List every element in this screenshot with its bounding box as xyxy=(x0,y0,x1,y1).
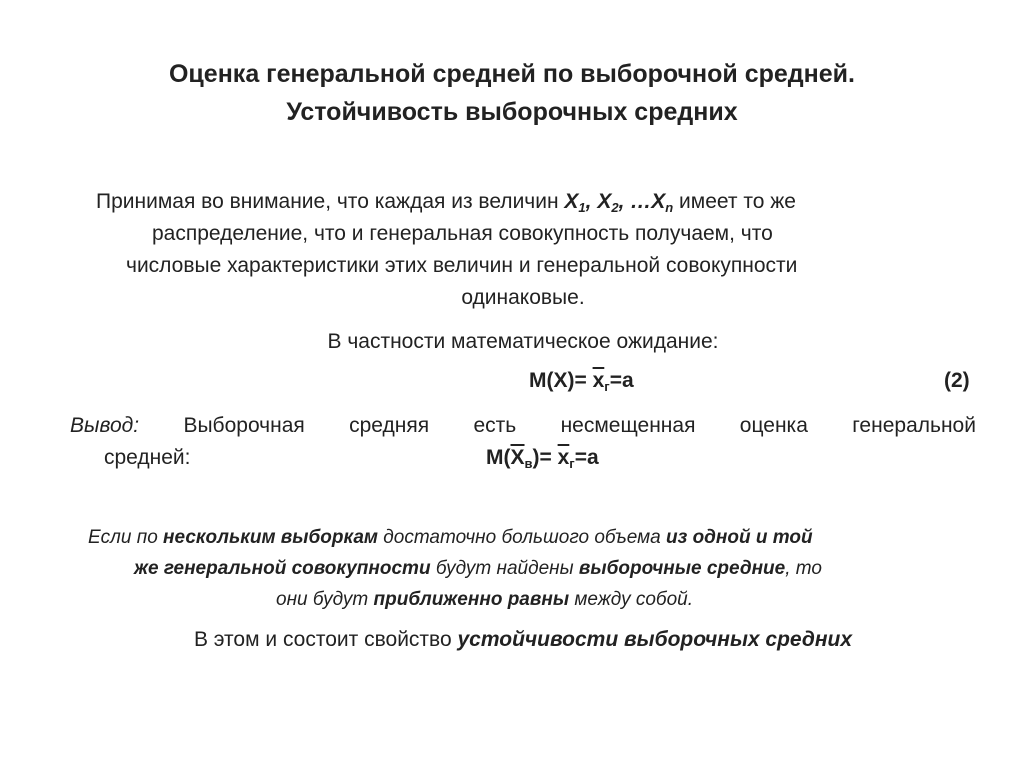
title-line-1: Оценка генеральной средней по выборочной средней. xyxy=(168,60,855,88)
stability-text: Если по xyxy=(88,527,164,548)
ceq-post: =a xyxy=(574,446,599,469)
stability-emph: выборочные средние xyxy=(578,558,786,579)
stability-text: между собой. xyxy=(569,589,694,610)
stability-line-3 xyxy=(70,584,976,615)
var-x1-sub: 1 xyxy=(578,200,586,215)
paragraph-summary xyxy=(70,624,976,656)
summary-emph: устойчивости выборочных средних xyxy=(457,628,853,651)
stability-text: будут найдены xyxy=(430,558,579,579)
conclusion-word: есть xyxy=(473,414,517,437)
var-x2-sub: 2 xyxy=(611,200,619,215)
conclusion-word: Выборочная xyxy=(183,414,305,437)
stability-emph: же генеральной совокупности xyxy=(134,558,431,579)
stability-line-1 xyxy=(70,522,976,553)
conclusion-text-end: средней: xyxy=(104,446,191,469)
eq2-lhs: M(X)= xyxy=(529,369,593,392)
ceq-pre: M( xyxy=(486,446,511,469)
stability-line-2 xyxy=(70,553,976,584)
var-xn: X xyxy=(651,190,666,213)
stability-emph: нескольким выборкам xyxy=(163,527,378,548)
eq2-x-sub: г xyxy=(604,379,610,394)
intro-line-4: одинаковые. xyxy=(461,286,585,309)
conclusion-label: Вывод: xyxy=(70,414,140,437)
ceq-x-bar-g: $\overline{x}$ xyxy=(557,446,570,469)
stability-text: достаточно большого объема xyxy=(377,527,666,548)
conclusion-line-2 xyxy=(70,442,976,474)
var-x2: X xyxy=(597,190,612,213)
conclusion-word: несмещенная xyxy=(560,414,696,437)
conclusion-word: генеральной xyxy=(852,414,976,437)
paragraph-conclusion xyxy=(70,410,976,474)
conclusion-word: оценка xyxy=(739,414,808,437)
conclusion-line-1 xyxy=(70,410,976,442)
intro-line-3: числовые характеристики этих величин и генеральной совокупности xyxy=(126,254,798,277)
paragraph-intro xyxy=(70,186,976,314)
stability-emph: из одной и той xyxy=(666,527,813,548)
title-line-2: Устойчивость выборочных средних xyxy=(286,98,738,126)
ceq-x-bar-b: $\overline{X}$ xyxy=(510,446,525,469)
var-sep-2: , … xyxy=(618,190,652,213)
intro-line-2: распределение, что и генеральная совокупность получаем, что xyxy=(152,222,773,245)
intro-line-1 xyxy=(70,186,976,218)
slide-title xyxy=(60,55,964,131)
intro-text-end: имеет то же xyxy=(673,190,796,213)
equation-2 xyxy=(529,369,634,393)
equation-number: (2) xyxy=(944,369,970,392)
ceq-x-sub-g: г xyxy=(569,456,575,471)
eq2-x-bar: $\overline{x}$ xyxy=(592,369,605,392)
summary-text: В этом и состоит свойство xyxy=(193,628,458,651)
paragraph-stability xyxy=(70,522,976,615)
conclusion-word: средняя xyxy=(349,414,430,437)
ceq-mid: )= xyxy=(532,446,558,469)
var-xn-sub: n xyxy=(665,200,674,215)
eq2-rhs: =a xyxy=(609,369,634,392)
var-sep-1: , xyxy=(585,190,598,213)
stability-text: , то xyxy=(785,558,822,579)
conclusion-equation xyxy=(486,442,599,474)
stability-text: они будут xyxy=(276,589,374,610)
ceq-x-sub-b: в xyxy=(524,456,533,471)
paragraph-expectation: В частности математическое ожидание: xyxy=(327,330,719,353)
var-x1: X xyxy=(564,190,579,213)
stability-emph: приближенно равны xyxy=(373,589,570,610)
intro-text-start: Принимая во внимание, что каждая из величин xyxy=(96,190,565,213)
